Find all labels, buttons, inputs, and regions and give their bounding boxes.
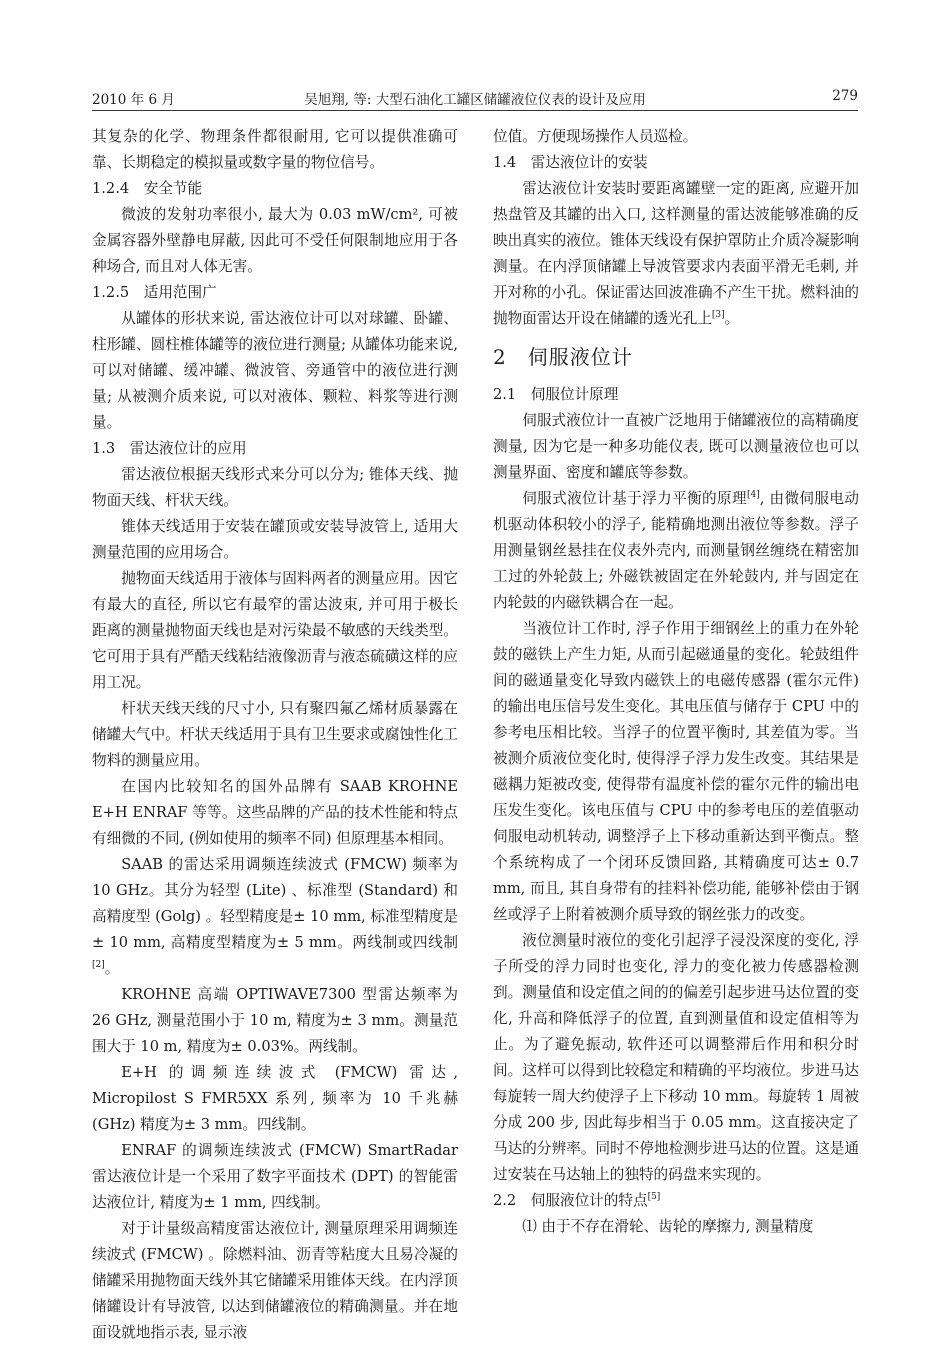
header-title: 吴旭翔, 等: 大型石油化工罐区储罐液位仪表的设计及应用 <box>304 92 646 108</box>
paragraph: 伺服式液位计一直被广泛地用于储罐液位的高精确度测量, 因为它是一种多功能仪表, 既可以测量液位也可以测量界面、密度和罐底等参数。 <box>493 412 859 481</box>
paragraph: 微波的发射功率很小, 最大为 0.03 mW/cm², 可被金属容器外壁静电屏蔽, 因此可不受任何限制地应用于各种场合, 而且对人体无害。 <box>92 206 458 275</box>
paragraph: 雷达液位根据天线形式来分可以分为; 锥体天线、抛物面天线、杆状天线。 <box>92 466 458 509</box>
paragraph: 伺服式液位计基于浮力平衡的原理[4], 由微伺服电动机驱动体积较小的浮子, 能精确地测出液位等参数。浮子用测量钢丝悬挂在仪表外壳内, 而测量钢丝缠绕在精密加工过的外轮鼓上; 外磁铁被固定在外轮鼓内, 并与固定在内轮鼓的内磁铁耦合在一起。 <box>493 490 859 611</box>
chapter-heading: 2 伺服液位计 <box>493 345 633 369</box>
citation-marker: [5] <box>647 1192 661 1203</box>
citation-marker: [3] <box>711 310 725 321</box>
right-column <box>493 124 859 1240</box>
section-heading: 1.2.4 安全节能 <box>92 180 203 197</box>
section-heading: 1.3 雷达液位计的应用 <box>92 440 247 457</box>
section-heading: 1.4 雷达液位计的安装 <box>493 154 648 171</box>
citation-marker: [4] <box>747 490 760 501</box>
paragraph: SAAB 的雷达采用调频连续波式 (FMCW) 频率为 10 GHz。其分为轻型 (Lite) 、标准型 (Standard) 和高精度型 (Golg) 。轻型精度是± 10 mm, 标准型精度是± 10 mm, 高精度型精度为± 5 mm。两线制或四线制[2]。 <box>92 856 458 977</box>
section-heading: 2.2 伺服液位计的特点[5] <box>493 1192 661 1209</box>
running-header <box>92 86 858 111</box>
paragraph: ENRAF 的调频连续波式 (FMCW) SmartRadar 雷达液位计是一个采用了数字平面技术 (DPT) 的智能雷达液位计, 精度为± 1 mm, 四线制。 <box>92 1142 458 1211</box>
paragraph: 液位测量时液位的变化引起浮子浸没深度的变化, 浮子所受的浮力同时也变化, 浮力的变化被力传感器检测到。测量值和设定值之间的的偏差引起步进马达位置的变化, 升高和降低浮子的位置, 直到测量值和设定值相等为止。为了避免振动, 软件还可以调整滞后作用和积分时间。这样可以得到比较稳定和精确的平均液位。步进马达每旋转一周大约使浮子上下移动 10 mm。每旋转 1 周被分成 200 步, 因此每步相当于 0.05 mm。这直接决定了马达的分辨率。同时不停地检测步进马达的位置。这是通过安装在马达轴上的独特的码盘来实现的。 <box>493 932 859 1183</box>
section-heading: 2.1 伺服位计原理 <box>493 386 619 403</box>
header-date: 2010 年 6 月 <box>92 92 175 108</box>
paragraph: 从罐体的形状来说, 雷达液位计可以对球罐、卧罐、柱形罐、圆柱椎体罐等的液位进行测量; 从罐体功能来说, 可以对储罐、缓冲罐、微波管、旁通管中的液位进行测量; 从被测介质来说, 可以对液体、颗粒、料浆等进行测量。 <box>92 310 458 431</box>
paragraph: 锥体天线适用于安装在罐顶或安装导波管上, 适用大测量范围的应用场合。 <box>92 518 458 561</box>
paragraph: 其复杂的化学、物理条件都很耐用, 它可以提供准确可靠、长期稳定的模拟量或数字量的物位信号。 <box>92 128 458 171</box>
paragraph: KROHNE 高端 OPTIWAVE7300 型雷达频率为 26 GHz, 测量范围小于 10 m, 精度为± 3 mm。测量范围大于 10 m, 精度为± 0.03%。两线制。 <box>92 986 458 1055</box>
paragraph: 位值。方便现场操作人员巡检。 <box>493 128 698 145</box>
left-column <box>92 124 458 1346</box>
citation-marker: [2] <box>92 960 105 971</box>
paragraph: ⑴ 由于不存在滑轮、齿轮的摩擦力, 测量精度 <box>522 1218 814 1235</box>
paragraph: 在国内比较知名的国外品牌有 SAAB KROHNE E+H ENRAF 等等。这些品牌的产品的技术性能和特点有细微的不同, (例如使用的频率不同) 但原理基本相同。 <box>92 778 458 847</box>
page-number: 279 <box>832 88 858 104</box>
paragraph: 对于计量级高精度雷达液位计, 测量原理采用调频连续波式 (FMCW) 。除燃料油、沥青等粘度大且易冷凝的储罐采用抛物面天线外其它储罐采用锥体天线。在内浮顶储罐设计有导波管, 以达到储罐液位的精确测量。并在地面设就地指示表, 显示液 <box>92 1220 458 1341</box>
paragraph: 抛物面天线适用于液体与固料两者的测量应用。因它有最大的直径, 所以它有最窄的雷达波束, 并可用于极长距离的测量抛物面天线也是对污染最不敏感的天线类型。它可用于具有严酷天线粘结液像沥青与液态硫磺这样的应用工况。 <box>92 570 458 691</box>
paragraph: E+H 的调频连续波式 (FMCW) 雷达, Micropilost S FMR5XX 系列, 频率为 10 千兆赫 (GHz) 精度为± 3 mm。四线制。 <box>92 1064 458 1133</box>
paragraph: 当液位计工作时, 浮子作用于细钢丝上的重力在外轮鼓的磁铁上产生力矩, 从而引起磁通量的变化。轮鼓组件间的磁通量变化导致内磁铁上的电磁传感器 (霍尔元件) 的输出电压信号发生变化。其电压值与储存于 CPU 中的参考电压相比较。当浮子的位置平衡时, 其差值为零。当被测介质液位变化时, 使得浮子浮力发生改变。其结果是磁耦力矩被改变, 使得带有温度补偿的霍尔元件的输出电压发生变化。该电压值与 CPU 中的参考电压的差值驱动伺服电动机转动, 调整浮子上下移动重新达到平衡点。整个系统构成了一个闭环反馈回路, 其精确度可达± 0.7 mm, 而且, 其自身带有的挂料补偿功能, 能够补偿由于钢丝或浮子上附着被测介质导致的钢丝张力的改变。 <box>493 620 859 923</box>
paragraph: 杆状天线天线的尺寸小, 只有聚四氟乙烯材质暴露在储罐大气中。杆状天线适用于具有卫生要求或腐蚀性化工物料的测量应用。 <box>92 700 458 769</box>
paragraph: 雷达液位计安装时要距离罐壁一定的距离, 应避开加热盘管及其罐的出入口, 这样测量的雷达波能够准确的反映出真实的液位。锥体天线设有保护罩防止介质冷凝影响测量。在内浮顶储罐上导波管要求内表面平滑无毛刺, 并开对称的小孔。保证雷达回波准确不产生干扰。燃料油的抛物面雷达开设在储罐的透光孔上[3]。 <box>493 180 859 327</box>
section-heading: 1.2.5 适用范围广 <box>92 284 217 301</box>
